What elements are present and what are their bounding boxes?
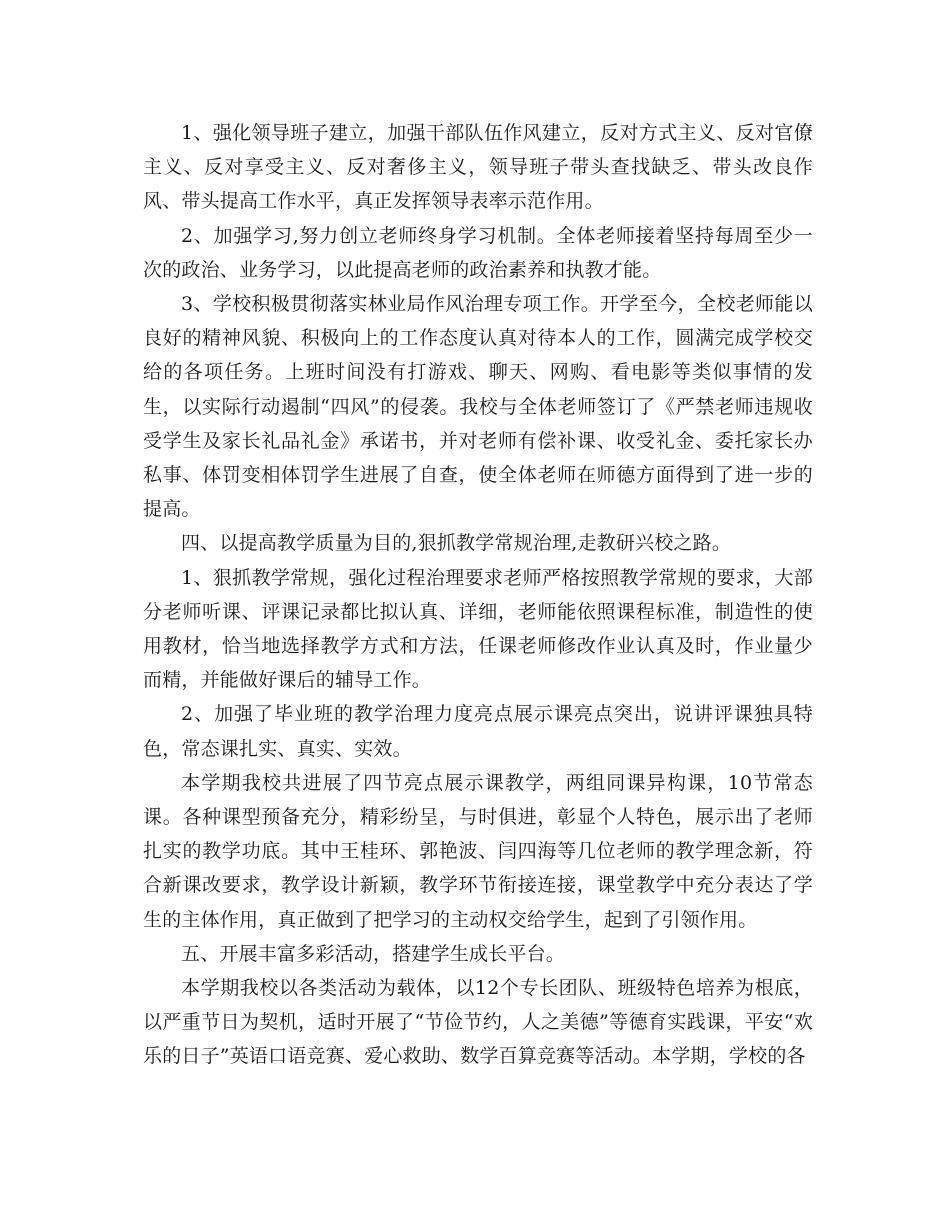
paragraph-teaching-routine: 1、狠抓教学常规，强化过程治理要求老师严格按照教学常规的要求，大部分老师听课、评课记录都比拟认真、详细，老师能依照课程标准，制造性的使用教材，恰当地选择教学方式和方法，任课老师修改作业认真及时，作业量少而精，并能做好课后的辅导工作。 (143, 566, 813, 692)
section-heading-activities: 五、开展丰富多彩活动，搭建学生成长平台。 (181, 942, 566, 965)
document-body (143, 116, 813, 1074)
paragraph-graduating-class: 2、加强了毕业班的教学治理力度亮点展示课亮点突出，说讲评课独具特色，常态课扎实、真实、实效。 (143, 703, 813, 760)
paragraph-leadership: 1、强化领导班子建立，加强干部队伍作风建立，反对方式主义、反对官僚主义、反对享受主义、反对奢侈主义，领导班子带头查找缺乏、带头改良作风、带头提高工作水平，真正发挥领导表率示范作用。 (143, 122, 813, 213)
section-heading-teaching-quality: 四、以提高教学质量为目的,狠抓教学常规治理,走教研兴校之路。 (181, 532, 732, 555)
paragraph-activities: 本学期我校以各类活动为载体，以12个专长团队、班级特色培养为根底，以严重节日为契机，适时开展了“节俭节约，人之美德”等德育实践课，平安“欢乐的日子”英语口语竞赛、爱心救助、数学百算竞赛等活动。本学期，学校的各 (143, 977, 813, 1068)
paragraph-learning: 2、加强学习,努力创立老师终身学习机制。全体老师接着坚持每周至少一次的政治、业务学习，以此提高老师的政治素养和执教才能。 (143, 224, 813, 281)
paragraph-showcase-lessons: 本学期我校共进展了四节亮点展示课教学，两组同课异构课，10节常态课。各种课型预备充分，精彩纷呈，与时俱进，彰显个人特色，展示出了老师扎实的教学功底。其中王桂环、郭艳波、闫四海等几位老师的教学理念新，符合新课改要求，教学设计新颖，教学环节衔接连接，课堂教学中充分表达了学生的主体作用，真正做到了把学习的主动权交给学生，起到了引领作用。 (143, 771, 813, 931)
paragraph-work-style: 3、学校积极贯彻落实林业局作风治理专项工作。开学至今，全校老师能以良好的精神风貌、积极向上的工作态度认真对待本人的工作，圆满完成学校交给的各项任务。上班时间没有打游戏、聊天、网购、看电影等类似事情的发生，以实际行动遏制“四风”的侵袭。我校与全体老师签订了《严禁老师违规收受学生及家长礼品礼金》承诺书，并对老师有偿补课、收受礼金、委托家长办私事、体罚变相体罚学生进展了自查，使全体老师在师德方面得到了进一步的提高。 (143, 293, 813, 521)
